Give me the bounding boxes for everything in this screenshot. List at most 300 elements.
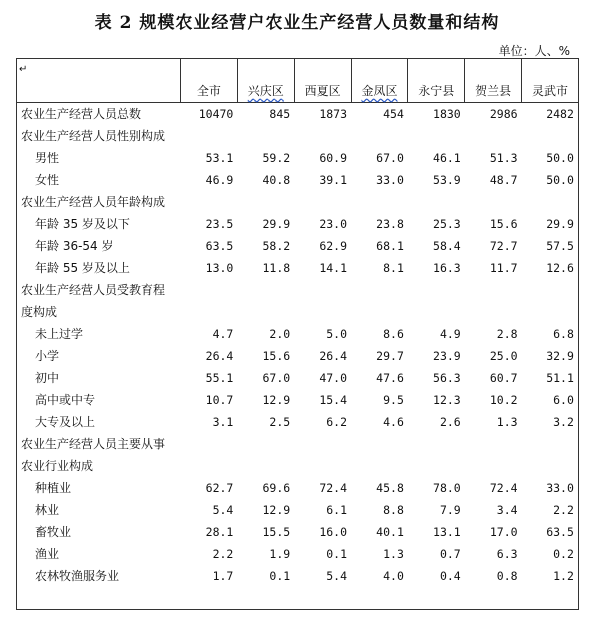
table-cell bbox=[351, 191, 408, 213]
table-cell bbox=[237, 301, 294, 323]
table-cell bbox=[465, 213, 522, 235]
cell-value: 12.3 bbox=[433, 393, 461, 407]
cell-value: 58.4 bbox=[433, 239, 461, 253]
table-cell bbox=[522, 411, 579, 433]
row-label-text: 高中或中专 bbox=[35, 393, 96, 407]
table-row bbox=[17, 213, 579, 235]
table-cell bbox=[408, 257, 465, 279]
table-cell bbox=[351, 169, 408, 191]
row-label-text: 女性 bbox=[35, 173, 60, 187]
table-cell bbox=[408, 455, 465, 477]
cell-value: 0.1 bbox=[326, 547, 348, 561]
table-cell bbox=[294, 477, 351, 499]
cell-value: 15.4 bbox=[319, 393, 348, 407]
table-cell bbox=[181, 411, 238, 433]
cell-value: 16.0 bbox=[319, 525, 348, 539]
table-cell bbox=[181, 191, 238, 213]
row-label bbox=[17, 191, 181, 213]
table-cell bbox=[294, 213, 351, 235]
row-label bbox=[17, 213, 181, 235]
table-cell bbox=[408, 191, 465, 213]
table-cell bbox=[351, 565, 408, 587]
table-cell bbox=[181, 565, 238, 587]
table-cell bbox=[351, 235, 408, 257]
table-cell bbox=[294, 367, 351, 389]
table-cell bbox=[465, 191, 522, 213]
cell-value: 2.2 bbox=[553, 503, 574, 517]
cell-value: 10.2 bbox=[489, 393, 518, 407]
table-row bbox=[17, 521, 579, 543]
table-cell bbox=[294, 235, 351, 257]
table-row bbox=[17, 345, 579, 367]
table-cell bbox=[294, 389, 351, 411]
table-cell bbox=[237, 323, 294, 345]
table-row bbox=[17, 279, 579, 301]
cell-value: 47.6 bbox=[376, 371, 404, 385]
table-cell bbox=[465, 345, 522, 367]
row-label-text: 农业生产经营人员受教育程 bbox=[21, 283, 166, 297]
table-cell bbox=[294, 433, 351, 455]
cell-value: 1.3 bbox=[496, 415, 518, 429]
table-cell bbox=[294, 191, 351, 213]
cell-value: 78.0 bbox=[433, 481, 461, 495]
cell-value: 14.1 bbox=[319, 261, 348, 275]
table-cell bbox=[465, 499, 522, 521]
table-cell bbox=[465, 411, 522, 433]
table-cell bbox=[408, 323, 465, 345]
row-label-text: 畜牧业 bbox=[35, 525, 72, 539]
cell-value: 2986 bbox=[489, 107, 518, 121]
table-row bbox=[17, 389, 579, 411]
table-cell bbox=[351, 433, 408, 455]
table-cell bbox=[522, 257, 579, 279]
table-cell bbox=[181, 367, 238, 389]
cell-value: 67.0 bbox=[376, 151, 404, 165]
cell-value: 0.7 bbox=[439, 547, 461, 561]
column-header bbox=[237, 59, 294, 103]
table-cell bbox=[351, 301, 408, 323]
cell-value: 46.1 bbox=[433, 151, 461, 165]
cell-value: 10470 bbox=[198, 107, 234, 121]
table-cell bbox=[351, 323, 408, 345]
cell-value: 11.7 bbox=[489, 261, 518, 275]
table-cell bbox=[237, 411, 294, 433]
cell-value: 29.7 bbox=[376, 349, 404, 363]
table-cell bbox=[351, 477, 408, 499]
table-cell bbox=[465, 103, 522, 126]
cell-value: 59.2 bbox=[262, 151, 291, 165]
table-cell bbox=[237, 169, 294, 191]
row-label-text: 大专及以上 bbox=[35, 415, 96, 429]
table-row bbox=[17, 565, 579, 587]
cell-value: 51.3 bbox=[489, 151, 518, 165]
row-label bbox=[17, 235, 181, 257]
cell-value: 5.0 bbox=[326, 327, 348, 341]
table-cell bbox=[294, 147, 351, 169]
table-cell bbox=[181, 103, 238, 126]
header-row bbox=[17, 59, 579, 103]
table-cell bbox=[237, 455, 294, 477]
table-cell bbox=[408, 279, 465, 301]
cell-value: 2.5 bbox=[269, 415, 291, 429]
table-cell bbox=[408, 235, 465, 257]
table-cell bbox=[294, 301, 351, 323]
cell-value: 8.8 bbox=[383, 503, 404, 517]
table-cell bbox=[522, 147, 579, 169]
table-cell bbox=[294, 411, 351, 433]
table-cell bbox=[181, 477, 238, 499]
cell-value: 11.8 bbox=[262, 261, 291, 275]
table-cell bbox=[237, 565, 294, 587]
table-row bbox=[17, 587, 579, 610]
table-cell bbox=[237, 433, 294, 455]
column-header-text: 兴庆区 bbox=[247, 84, 284, 98]
table-cell bbox=[181, 543, 238, 565]
table-cell bbox=[294, 125, 351, 147]
table-cell bbox=[465, 301, 522, 323]
table-cell bbox=[465, 169, 522, 191]
cell-value: 2.2 bbox=[212, 547, 234, 561]
table-cell bbox=[522, 367, 579, 389]
table-cell bbox=[351, 367, 408, 389]
cell-value: 25.0 bbox=[489, 349, 518, 363]
table-cell bbox=[237, 191, 294, 213]
table-row bbox=[17, 103, 579, 126]
table-cell bbox=[181, 323, 238, 345]
cell-value: 45.8 bbox=[376, 481, 404, 495]
table-cell bbox=[408, 389, 465, 411]
cell-value: 3.1 bbox=[212, 415, 234, 429]
table-row bbox=[17, 191, 579, 213]
table-row bbox=[17, 367, 579, 389]
row-label bbox=[17, 411, 181, 433]
table-cell bbox=[465, 477, 522, 499]
cell-value: 53.9 bbox=[433, 173, 461, 187]
row-label bbox=[17, 257, 181, 279]
row-label-text: 种植业 bbox=[35, 481, 72, 495]
table-cell bbox=[237, 147, 294, 169]
table-row bbox=[17, 543, 579, 565]
table-cell bbox=[522, 213, 579, 235]
table-row bbox=[17, 411, 579, 433]
table-cell bbox=[294, 543, 351, 565]
cell-value: 68.1 bbox=[376, 239, 404, 253]
table-cell bbox=[465, 147, 522, 169]
cell-value: 1.7 bbox=[212, 569, 234, 583]
cell-value: 23.9 bbox=[433, 349, 461, 363]
table-cell bbox=[237, 543, 294, 565]
cell-value: 63.5 bbox=[546, 525, 574, 539]
table-cell bbox=[181, 235, 238, 257]
table-cell bbox=[351, 455, 408, 477]
table-cell bbox=[465, 565, 522, 587]
row-label bbox=[17, 301, 181, 323]
table-cell bbox=[181, 147, 238, 169]
table-cell bbox=[351, 389, 408, 411]
table-cell bbox=[408, 169, 465, 191]
cell-value: 0.8 bbox=[496, 569, 518, 583]
cell-value: 17.0 bbox=[489, 525, 518, 539]
table-cell bbox=[237, 587, 294, 610]
table-cell bbox=[237, 103, 294, 126]
table-row bbox=[17, 235, 579, 257]
unit-note: 单位：人、% bbox=[498, 44, 570, 58]
table-cell bbox=[181, 345, 238, 367]
table-cell bbox=[408, 411, 465, 433]
table-cell bbox=[465, 257, 522, 279]
cell-value: 13.1 bbox=[433, 525, 461, 539]
cell-value: 72.4 bbox=[319, 481, 348, 495]
cell-value: 5.4 bbox=[326, 569, 348, 583]
table-cell bbox=[522, 279, 579, 301]
table-cell bbox=[181, 389, 238, 411]
table-cell bbox=[408, 433, 465, 455]
corner-cell bbox=[17, 59, 181, 103]
cell-value: 5.4 bbox=[212, 503, 234, 517]
cell-value: 4.9 bbox=[439, 327, 461, 341]
cell-value: 1.2 bbox=[553, 569, 574, 583]
cell-value: 32.9 bbox=[546, 349, 574, 363]
column-header: 永宁县 bbox=[408, 59, 465, 103]
table-cell bbox=[522, 543, 579, 565]
table-cell bbox=[465, 323, 522, 345]
cell-value: 1873 bbox=[319, 107, 348, 121]
cell-value: 72.4 bbox=[489, 481, 518, 495]
table-cell bbox=[408, 125, 465, 147]
table-cell bbox=[465, 455, 522, 477]
table-cell bbox=[465, 235, 522, 257]
cell-value: 12.9 bbox=[262, 393, 291, 407]
row-label-text: 农业生产经营人员年龄构成 bbox=[21, 195, 166, 209]
cell-value: 845 bbox=[269, 107, 291, 121]
cell-value: 3.2 bbox=[553, 415, 574, 429]
cell-value: 67.0 bbox=[262, 371, 291, 385]
cell-value: 55.1 bbox=[205, 371, 234, 385]
column-header: 灵武市 bbox=[522, 59, 579, 103]
row-label-text: 年龄 36-54 岁 bbox=[35, 239, 114, 253]
table-cell bbox=[181, 279, 238, 301]
cell-value: 16.3 bbox=[433, 261, 461, 275]
table-cell bbox=[522, 521, 579, 543]
row-label bbox=[17, 565, 181, 587]
cell-value: 12.9 bbox=[262, 503, 291, 517]
table-cell bbox=[351, 499, 408, 521]
table-cell bbox=[237, 367, 294, 389]
row-label bbox=[17, 345, 181, 367]
cell-value: 26.4 bbox=[319, 349, 348, 363]
table-cell bbox=[465, 543, 522, 565]
cell-value: 15.6 bbox=[262, 349, 291, 363]
cell-value: 0.4 bbox=[439, 569, 461, 583]
cell-value: 1.9 bbox=[269, 547, 291, 561]
table-cell bbox=[181, 213, 238, 235]
cell-value: 33.0 bbox=[376, 173, 404, 187]
row-label-text: 渔业 bbox=[35, 547, 60, 561]
table-cell bbox=[351, 257, 408, 279]
cell-value: 25.3 bbox=[433, 217, 461, 231]
table-cell bbox=[351, 521, 408, 543]
cell-value: 2.6 bbox=[439, 415, 461, 429]
table-cell bbox=[237, 257, 294, 279]
table-cell bbox=[465, 125, 522, 147]
table-row bbox=[17, 433, 579, 455]
cell-value: 15.6 bbox=[489, 217, 518, 231]
cell-value: 47.0 bbox=[319, 371, 348, 385]
table-cell bbox=[351, 125, 408, 147]
row-label-text: 农业行业构成 bbox=[21, 459, 94, 473]
table-cell bbox=[522, 323, 579, 345]
table-cell bbox=[522, 455, 579, 477]
row-label bbox=[17, 521, 181, 543]
cell-value: 10.7 bbox=[205, 393, 234, 407]
table-cell bbox=[522, 235, 579, 257]
row-label bbox=[17, 125, 181, 147]
column-header: 西夏区 bbox=[294, 59, 351, 103]
table-cell bbox=[181, 125, 238, 147]
cell-value: 2.8 bbox=[496, 327, 518, 341]
cell-value: 62.7 bbox=[205, 481, 234, 495]
table-cell bbox=[294, 169, 351, 191]
cell-value: 4.6 bbox=[383, 415, 404, 429]
table-cell bbox=[294, 103, 351, 126]
table-cell bbox=[408, 587, 465, 610]
cell-value: 39.1 bbox=[319, 173, 348, 187]
table-cell bbox=[181, 521, 238, 543]
table-cell bbox=[237, 521, 294, 543]
table-cell bbox=[522, 433, 579, 455]
cell-value: 0.1 bbox=[269, 569, 291, 583]
table-cell bbox=[294, 587, 351, 610]
cell-value: 9.5 bbox=[383, 393, 404, 407]
row-label bbox=[17, 279, 181, 301]
row-label bbox=[17, 323, 181, 345]
cell-value: 6.2 bbox=[326, 415, 348, 429]
cell-value: 62.9 bbox=[319, 239, 348, 253]
row-label-text: 农业生产经营人员总数 bbox=[21, 107, 142, 121]
table-cell bbox=[522, 345, 579, 367]
table-cell bbox=[294, 455, 351, 477]
table-cell bbox=[465, 389, 522, 411]
row-label-text: 年龄 35 岁及以下 bbox=[35, 217, 130, 231]
table-cell bbox=[522, 389, 579, 411]
table-row bbox=[17, 169, 579, 191]
table-cell bbox=[181, 455, 238, 477]
row-label bbox=[17, 543, 181, 565]
cell-value: 60.7 bbox=[489, 371, 518, 385]
cell-value: 72.7 bbox=[489, 239, 518, 253]
cell-value: 0.2 bbox=[553, 547, 574, 561]
table-cell bbox=[522, 103, 579, 126]
table-cell bbox=[294, 565, 351, 587]
table-cell bbox=[465, 433, 522, 455]
row-label bbox=[17, 147, 181, 169]
column-header: 贺兰县 bbox=[465, 59, 522, 103]
cell-value: 6.0 bbox=[553, 393, 574, 407]
table-row bbox=[17, 125, 579, 147]
page-title-text: 表 2 规模农业经营户农业生产经营人员数量和结构 bbox=[94, 13, 500, 33]
row-label-text: 男性 bbox=[35, 151, 60, 165]
table-cell bbox=[237, 477, 294, 499]
cell-value: 57.5 bbox=[546, 239, 574, 253]
cell-value: 29.9 bbox=[262, 217, 291, 231]
cell-value: 454 bbox=[383, 107, 404, 121]
table-cell bbox=[181, 257, 238, 279]
cell-value: 15.5 bbox=[262, 525, 291, 539]
cell-value: 2.0 bbox=[269, 327, 291, 341]
table-cell bbox=[522, 125, 579, 147]
row-label-text: 度构成 bbox=[21, 305, 58, 319]
table-cell bbox=[351, 213, 408, 235]
table-cell bbox=[294, 323, 351, 345]
table-row bbox=[17, 499, 579, 521]
table-row bbox=[17, 147, 579, 169]
row-label bbox=[17, 587, 181, 610]
table-cell bbox=[181, 301, 238, 323]
table-cell bbox=[408, 345, 465, 367]
table-cell bbox=[181, 587, 238, 610]
column-header bbox=[351, 59, 408, 103]
table-cell bbox=[237, 279, 294, 301]
table-cell bbox=[351, 147, 408, 169]
table-cell bbox=[408, 367, 465, 389]
cell-value: 3.4 bbox=[496, 503, 518, 517]
cell-value: 23.8 bbox=[376, 217, 404, 231]
table-cell bbox=[522, 499, 579, 521]
table-cell bbox=[237, 345, 294, 367]
table-row bbox=[17, 301, 579, 323]
table-cell bbox=[351, 103, 408, 126]
table-cell bbox=[465, 521, 522, 543]
table-cell bbox=[294, 279, 351, 301]
cell-value: 53.1 bbox=[205, 151, 234, 165]
table-cell bbox=[351, 587, 408, 610]
table-cell bbox=[237, 125, 294, 147]
cell-value: 60.9 bbox=[319, 151, 348, 165]
row-label-text: 林业 bbox=[35, 503, 60, 517]
row-label-text: 农业生产经营人员主要从事 bbox=[21, 437, 166, 451]
cell-value: 51.1 bbox=[546, 371, 574, 385]
table-cell bbox=[408, 147, 465, 169]
table-cell bbox=[237, 389, 294, 411]
table-cell bbox=[522, 169, 579, 191]
page-title bbox=[0, 8, 594, 33]
table-cell bbox=[351, 411, 408, 433]
cell-value: 12.6 bbox=[546, 261, 574, 275]
table-cell bbox=[408, 565, 465, 587]
table-cell bbox=[522, 301, 579, 323]
cell-value: 56.3 bbox=[433, 371, 461, 385]
cell-value: 63.5 bbox=[205, 239, 234, 253]
cell-value: 29.9 bbox=[546, 217, 574, 231]
cell-value: 6.1 bbox=[326, 503, 348, 517]
table-cell bbox=[237, 235, 294, 257]
cell-value: 8.6 bbox=[383, 327, 404, 341]
row-label bbox=[17, 103, 181, 126]
cell-value: 13.0 bbox=[205, 261, 234, 275]
cell-value: 50.0 bbox=[546, 173, 574, 187]
cell-value: 7.9 bbox=[439, 503, 461, 517]
table-cell bbox=[522, 477, 579, 499]
table-cell bbox=[351, 345, 408, 367]
column-header-text: 金凤区 bbox=[361, 84, 398, 98]
cell-value: 1830 bbox=[433, 107, 461, 121]
table-cell bbox=[237, 213, 294, 235]
table-cell bbox=[237, 499, 294, 521]
row-label-text: 未上过学 bbox=[35, 327, 84, 341]
table-row bbox=[17, 257, 579, 279]
table-row bbox=[17, 323, 579, 345]
cell-value: 46.9 bbox=[205, 173, 234, 187]
